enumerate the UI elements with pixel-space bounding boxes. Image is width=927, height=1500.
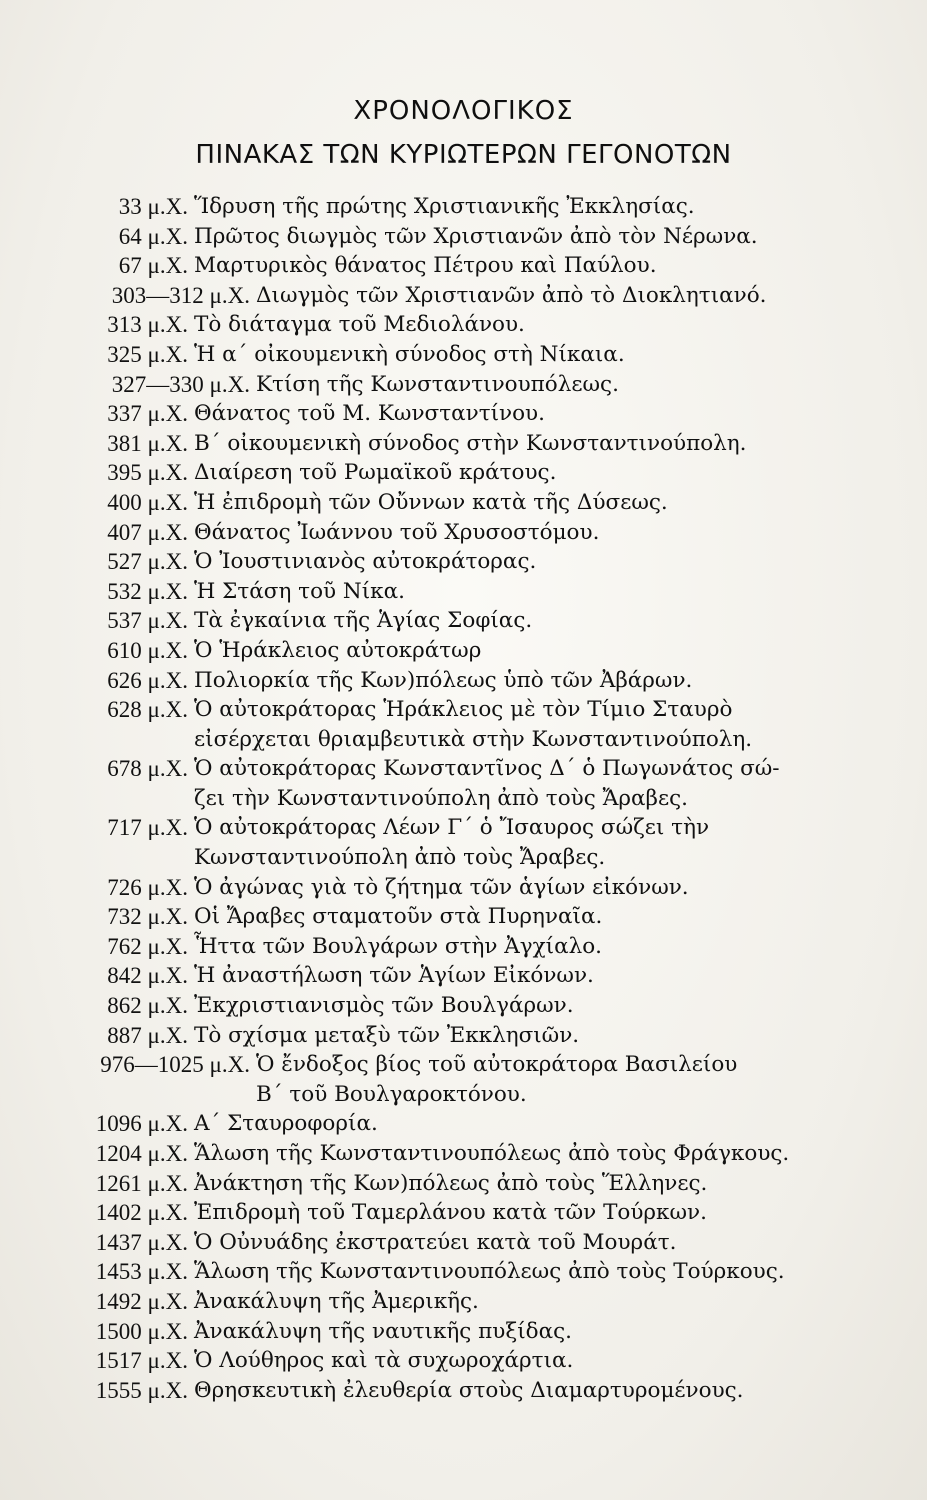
list-item bbox=[60, 1346, 880, 1376]
event-text-continuation: ζει τὴν Κωνσταντινούπολη ἀπὸ τοὺς Ἄραβες. bbox=[194, 785, 688, 811]
event-text: Θάνατος Ἰωάννου τοῦ Χρυσοστόμου. bbox=[194, 519, 600, 545]
event-date: 64 μ.Χ. bbox=[118, 223, 188, 249]
event-text: Ἀνακάλυψη τῆς ναυτικῆς πυξίδας. bbox=[194, 1318, 572, 1344]
event-text: Β΄ οἰκουμενικὴ σύνοδος στὴν Κωνσταντινούπολη. bbox=[194, 430, 747, 456]
event-text-wrapper bbox=[194, 1346, 880, 1376]
event-text: Ἀνάκτηση τῆς Κων)πόλεως ἀπὸ τοὺς Ἕλληνες. bbox=[194, 1170, 708, 1196]
event-date: 532 μ.Χ. bbox=[107, 578, 188, 604]
chronology-list bbox=[60, 192, 880, 1405]
event-date: 381 μ.Χ. bbox=[107, 430, 188, 456]
event-date: 327—330 μ.Χ. bbox=[111, 371, 250, 397]
event-text: Ὁ αὐτοκράτορας Ἡράκλειος μὲ τὸν Τίμιο Σταυρὸ bbox=[194, 697, 733, 723]
event-text: Ὁ αὐτοκράτορας Κωνσταντῖνος Δ΄ ὁ Πωγωνάτος σώ- bbox=[194, 756, 780, 782]
list-item bbox=[60, 636, 880, 666]
event-date: 717 μ.Χ. bbox=[107, 815, 188, 841]
event-text-wrapper bbox=[194, 577, 880, 607]
event-text-wrapper bbox=[256, 370, 880, 400]
event-text-wrapper bbox=[194, 1139, 880, 1169]
event-text-wrapper bbox=[194, 251, 880, 281]
event-date: 537 μ.Χ. bbox=[107, 608, 188, 634]
event-date: 976—1025 μ.Χ. bbox=[100, 1052, 250, 1078]
event-text: Ἅλωση τῆς Κωνσταντινουπόλεως ἀπὸ τοὺς Φράγκους. bbox=[194, 1141, 790, 1166]
list-item bbox=[60, 518, 880, 548]
list-item bbox=[60, 429, 880, 459]
event-text: Ἡ ἀναστήλωση τῶν Ἁγίων Εἰκόνων. bbox=[194, 963, 594, 989]
event-date: 33 μ.Χ. bbox=[118, 194, 188, 219]
event-text: Ὁ ἔνδοξος βίος τοῦ αὐτοκράτορα Βασιλείου bbox=[256, 1052, 738, 1078]
event-text-wrapper bbox=[194, 1109, 880, 1139]
event-text: Πολιορκία τῆς Κων)πόλεως ὑπὸ τῶν Ἀβάρων. bbox=[194, 667, 693, 693]
event-text: Οἱ Ἄραβες σταματοῦν στὰ Πυρηναῖα. bbox=[194, 904, 603, 930]
list-item bbox=[60, 873, 880, 903]
event-text: Ὁ Λούθηρος καὶ τὰ συχωροχάρτια. bbox=[194, 1348, 574, 1374]
event-date: 610 μ.Χ. bbox=[107, 637, 188, 663]
event-date: 1453 μ.Χ. bbox=[95, 1259, 188, 1285]
event-text-wrapper bbox=[194, 1228, 880, 1258]
event-text: Πρῶτος διωγμὸς τῶν Χριστιανῶν ἀπὸ τὸν Νέρωνα. bbox=[194, 223, 758, 249]
list-item bbox=[60, 1198, 880, 1228]
event-text: Ἡ ἐπιδρομὴ τῶν Οὔννων κατὰ τῆς Δύσεως. bbox=[194, 489, 668, 515]
event-text: Κτίση τῆς Κωνσταντινουπόλεως. bbox=[256, 371, 619, 397]
event-date: 842 μ.Χ. bbox=[107, 963, 188, 989]
event-date: 726 μ.Χ. bbox=[107, 874, 188, 900]
list-item bbox=[60, 813, 880, 872]
event-date: 407 μ.Χ. bbox=[107, 519, 188, 545]
list-item bbox=[60, 547, 880, 577]
event-text-wrapper bbox=[194, 310, 880, 340]
event-text-wrapper bbox=[194, 340, 880, 370]
list-item bbox=[60, 310, 880, 340]
list-item bbox=[60, 991, 880, 1021]
event-text: Ὁ Ἰουστινιανὸς αὐτοκράτορας. bbox=[194, 549, 537, 575]
event-text-wrapper bbox=[194, 666, 880, 696]
page-subtitle: ΠΙΝΑΚΑΣ ΤΩΝ ΚΥΡΙΩΤΕΡΩΝ ΓΕΓΟΝΟΤΩΝ bbox=[195, 140, 732, 170]
event-text: Ἵδρυση τῆς πρώτης Χριστιανικῆς Ἐκκλησίας. bbox=[194, 194, 695, 219]
event-text: Ἅλωση τῆς Κωνσταντινουπόλεως ἀπὸ τοὺς Τούρκους. bbox=[194, 1259, 785, 1285]
event-date: 395 μ.Χ. bbox=[107, 460, 188, 486]
list-item bbox=[60, 932, 880, 962]
event-text: Ἡ α΄ οἰκουμενικὴ σύνοδος στὴ Νίκαια. bbox=[194, 341, 625, 367]
event-text: Ὁ αὐτοκράτορας Λέων Γ΄ ὁ Ἴσαυρος σώζει τὴν bbox=[194, 815, 710, 841]
event-date: 1096 μ.Χ. bbox=[95, 1111, 188, 1137]
event-text-wrapper bbox=[194, 399, 880, 429]
event-text: Ἀνακάλυψη τῆς Ἀμερικῆς. bbox=[194, 1288, 479, 1314]
event-text-wrapper bbox=[194, 1021, 880, 1051]
list-item bbox=[60, 251, 880, 281]
event-date: 887 μ.Χ. bbox=[107, 1022, 188, 1048]
event-text-wrapper bbox=[194, 1169, 880, 1199]
event-date: 1500 μ.Χ. bbox=[95, 1318, 188, 1344]
event-text-continuation: Κωνσταντινούπολη ἀπὸ τοὺς Ἄραβες. bbox=[194, 845, 606, 871]
event-text: Θάνατος τοῦ Μ. Κωνσταντίνου. bbox=[194, 401, 545, 427]
list-item bbox=[60, 1228, 880, 1258]
list-item bbox=[60, 754, 880, 813]
list-item bbox=[60, 399, 880, 429]
event-text: Τὰ ἐγκαίνια τῆς Ἁγίας Σοφίας. bbox=[194, 608, 533, 634]
event-text-wrapper bbox=[194, 1257, 880, 1287]
page-title: ΧΡΟΝΟΛΟΓΙΚΟΣ bbox=[353, 96, 574, 126]
list-item bbox=[60, 606, 880, 636]
list-item bbox=[60, 961, 880, 991]
list-item bbox=[60, 902, 880, 932]
event-date: 1261 μ.Χ. bbox=[95, 1170, 188, 1196]
list-item bbox=[60, 1169, 880, 1199]
event-date: 1555 μ.Χ. bbox=[95, 1377, 188, 1403]
event-text-wrapper bbox=[194, 813, 880, 872]
list-item bbox=[60, 577, 880, 607]
list-item bbox=[60, 340, 880, 370]
event-text-wrapper bbox=[194, 547, 880, 577]
event-date: 303—312 μ.Χ. bbox=[111, 282, 250, 308]
event-text-wrapper bbox=[194, 754, 880, 813]
event-text-wrapper bbox=[194, 458, 880, 488]
event-text: Ἐκχριστιανισμὸς τῶν Βουλγάρων. bbox=[194, 993, 574, 1019]
event-text-wrapper bbox=[256, 281, 880, 311]
event-text-wrapper bbox=[194, 1317, 880, 1347]
event-date: 762 μ.Χ. bbox=[107, 933, 188, 959]
event-text-wrapper bbox=[194, 1287, 880, 1317]
event-text-wrapper bbox=[194, 873, 880, 903]
event-text-wrapper bbox=[194, 192, 880, 222]
event-text: Ἧττα τῶν Βουλγάρων στὴν Ἀγχίαλο. bbox=[194, 933, 603, 959]
event-date: 400 μ.Χ. bbox=[107, 489, 188, 515]
event-text: Ἐπιδρομὴ τοῦ Ταμερλάνου κατὰ τῶν Τούρκων. bbox=[194, 1200, 707, 1226]
event-text-continuation: εἰσέρχεται θριαμβευτικὰ στὴν Κωνσταντινούπολη. bbox=[194, 726, 753, 752]
event-text-wrapper bbox=[194, 902, 880, 932]
event-text: Τὸ διάταγμα τοῦ Μεδιολάνου. bbox=[194, 312, 525, 338]
event-text-continuation: Β΄ τοῦ Βουλγαροκτόνου. bbox=[256, 1081, 527, 1107]
event-text: Διωγμὸς τῶν Χριστιανῶν ἀπὸ τὸ Διοκλητιανό. bbox=[256, 282, 767, 308]
event-text: Μαρτυρικὸς θάνατος Πέτρου καὶ Παύλου. bbox=[194, 253, 657, 279]
event-date: 1492 μ.Χ. bbox=[95, 1288, 188, 1314]
event-text-wrapper bbox=[194, 488, 880, 518]
event-text: Θρησκευτικὴ ἐλευθερία στοὺς Διαμαρτυρομένους. bbox=[194, 1377, 744, 1403]
event-text-wrapper bbox=[194, 636, 880, 666]
event-text-wrapper bbox=[194, 1376, 880, 1406]
event-text-wrapper bbox=[194, 932, 880, 962]
list-item bbox=[60, 458, 880, 488]
event-text-wrapper bbox=[194, 606, 880, 636]
event-date: 1402 μ.Χ. bbox=[95, 1200, 188, 1226]
event-date: 626 μ.Χ. bbox=[107, 667, 188, 693]
event-text: Ἡ Στάση τοῦ Νίκα. bbox=[194, 578, 405, 604]
event-date: 1437 μ.Χ. bbox=[95, 1229, 188, 1255]
event-date: 527 μ.Χ. bbox=[107, 549, 188, 575]
event-text-wrapper bbox=[256, 1050, 880, 1109]
event-date: 313 μ.Χ. bbox=[107, 312, 188, 338]
event-text-wrapper bbox=[194, 1198, 880, 1228]
event-text: Διαίρεση τοῦ Ρωμαϊκοῦ κράτους. bbox=[194, 460, 557, 486]
list-item bbox=[60, 1287, 880, 1317]
event-date: 862 μ.Χ. bbox=[107, 993, 188, 1019]
event-text-wrapper bbox=[194, 961, 880, 991]
event-date: 325 μ.Χ. bbox=[107, 341, 188, 367]
event-text: Ὁ Ἡράκλειος αὐτοκράτωρ bbox=[194, 637, 482, 663]
list-item bbox=[60, 1139, 880, 1169]
event-text-wrapper bbox=[194, 429, 880, 459]
event-text-wrapper bbox=[194, 518, 880, 548]
event-text: Ὁ ἀγώνας γιὰ τὸ ζήτημα τῶν ἁγίων εἰκόνων. bbox=[194, 874, 689, 900]
event-date: 1517 μ.Χ. bbox=[95, 1348, 188, 1374]
list-item bbox=[60, 192, 880, 222]
event-text-wrapper bbox=[194, 991, 880, 1021]
list-item bbox=[60, 222, 880, 252]
event-date: 67 μ.Χ. bbox=[118, 253, 188, 279]
event-text: Τὸ σχίσμα μεταξὺ τῶν Ἐκκλησιῶν. bbox=[194, 1022, 580, 1048]
event-date: 337 μ.Χ. bbox=[107, 401, 188, 427]
event-date: 732 μ.Χ. bbox=[107, 904, 188, 930]
list-item bbox=[60, 1050, 880, 1109]
list-item bbox=[60, 666, 880, 696]
event-text-wrapper bbox=[194, 695, 880, 754]
list-item bbox=[60, 1317, 880, 1347]
event-text: Α΄ Σταυροφορία. bbox=[194, 1111, 378, 1137]
list-item bbox=[60, 1021, 880, 1051]
list-item bbox=[60, 488, 880, 518]
event-text-wrapper bbox=[194, 222, 880, 252]
list-item bbox=[60, 370, 880, 400]
list-item bbox=[60, 1376, 880, 1406]
event-date: 678 μ.Χ. bbox=[107, 756, 188, 782]
list-item bbox=[60, 1257, 880, 1287]
event-date: 1204 μ.Χ. bbox=[95, 1141, 188, 1166]
event-date: 628 μ.Χ. bbox=[107, 697, 188, 723]
list-item bbox=[60, 1109, 880, 1139]
list-item bbox=[60, 281, 880, 311]
list-item bbox=[60, 695, 880, 754]
event-text: Ὁ Οὐνυάδης ἐκστρατεύει κατὰ τοῦ Μουράτ. bbox=[194, 1229, 677, 1255]
